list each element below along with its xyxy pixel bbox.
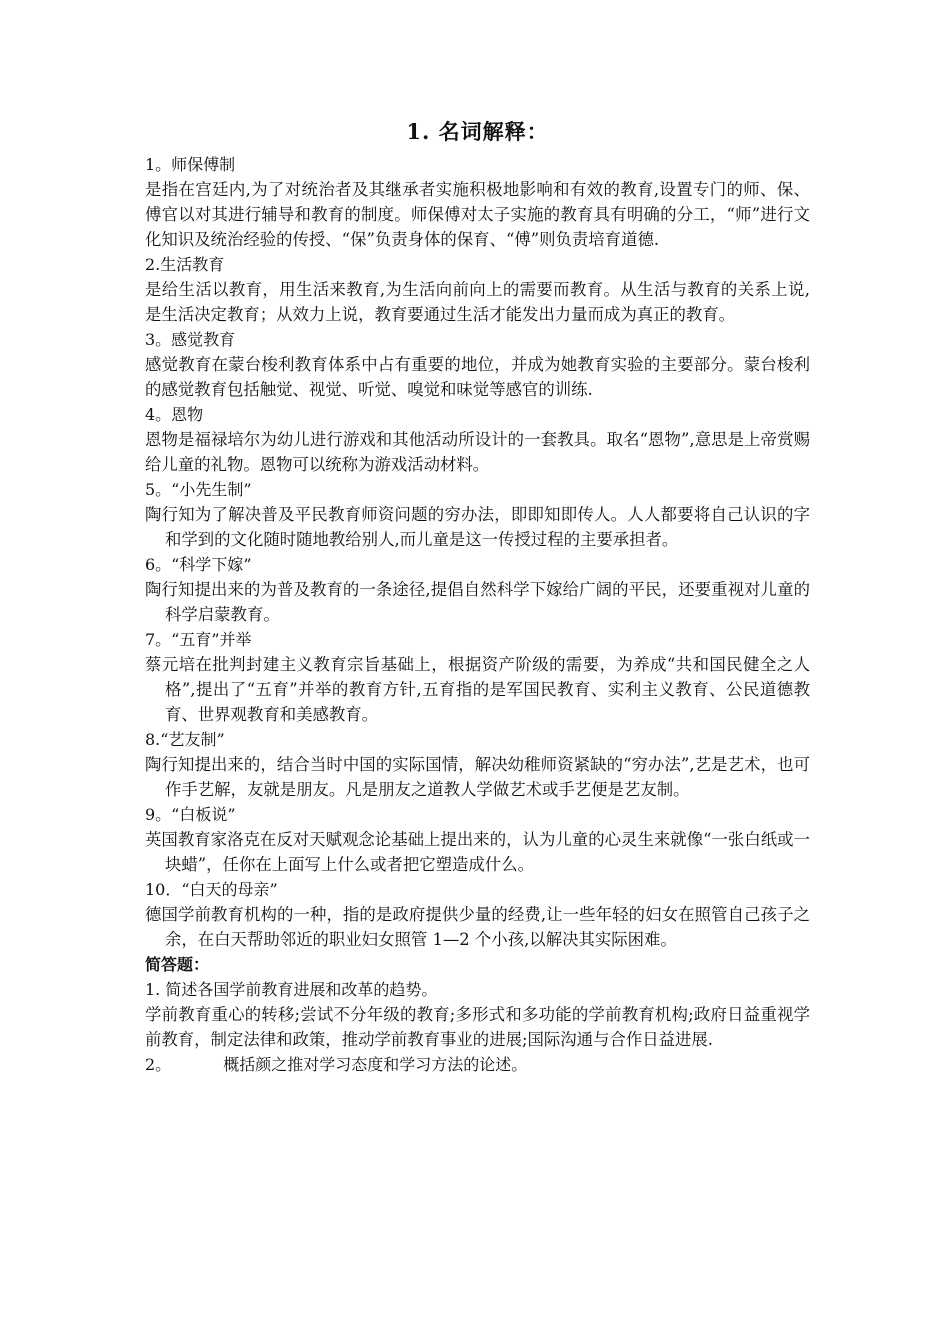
term-9: [145, 802, 810, 877]
page-title: 1. 名词解释：: [406, 119, 549, 144]
question-1-answer: 学前教育重心的转移;尝试不分年级的教育;多形式和多功能的学前教育机构;政府日益重视学前教育，制定法律和政策，推动学前教育事业的进展;国际沟通与合作日益进展.: [145, 1005, 810, 1049]
term-heading: 4。恩物: [145, 405, 204, 424]
term-4: [145, 402, 810, 477]
document-content: [145, 118, 810, 1077]
term-heading: 10．“白天的母亲”: [145, 880, 278, 899]
term-heading: 5。“小先生制”: [145, 480, 252, 499]
term-heading: 2.生活教育: [145, 255, 225, 274]
question-1-heading: 1. 简述各国学前教育进展和改革的趋势。: [145, 980, 438, 999]
term-heading: 9。“白板说”: [145, 805, 236, 824]
term-8: [145, 727, 810, 802]
term-10: [145, 877, 810, 952]
term-body: 蔡元培在批判封建主义教育宗旨基础上，根据资产阶级的需要，为养成“共和国民健全之人格”,提出了“五育”并举的教育方针,五育指的是军国民教育、实利主义教育、公民道德教育、世界观教育和美感教育。: [145, 655, 810, 724]
term-body: 陶行知为了解决普及平民教育师资问题的穷办法，即即知即传人。人人都要将自己认识的字和学到的文化随时随地教给别人,而儿童是这一传授过程的主要承担者。: [145, 505, 810, 549]
term-heading: 3。感觉教育: [145, 330, 236, 349]
term-6: [145, 552, 810, 627]
term-body: 是指在宫廷内,为了对统治者及其继承者实施积极地影响和有效的教育,设置专门的师、保、傅官以对其进行辅导和教育的制度。师保傅对太子实施的教育具有明确的分工，“师”进行文化知识及统治经验的传授、“保”负责身体的保育、“傅”则负责培育道德.: [145, 180, 810, 249]
term-body: 恩物是福禄培尔为幼儿进行游戏和其他活动所设计的一套教具。取名“恩物”,意思是上帝赏赐给儿童的礼物。恩物可以统称为游戏活动材料。: [145, 430, 810, 474]
question-2-text: 概括颜之推对学习态度和学习方法的论述。: [223, 1055, 528, 1074]
term-2: [145, 252, 810, 327]
term-5: [145, 477, 810, 552]
term-heading: 1。师保傅制: [145, 155, 236, 174]
term-3: [145, 327, 810, 402]
term-body: 德国学前教育机构的一种，指的是政府提供少量的经费,让一些年轻的妇女在照管自己孩子之余，在白天帮助邻近的职业妇女照管 1—2 个小孩,以解决其实际困难。: [145, 905, 810, 949]
term-heading: 7。“五育”并举: [145, 630, 252, 649]
section-title-short-answer: 简答题：: [145, 955, 210, 974]
term-1: [145, 152, 810, 252]
term-body: 陶行知提出来的，结合当时中国的实际国情，解决幼稚师资紧缺的“穷办法”,艺是艺术，也可作手艺解，友就是朋友。凡是朋友之道教人学做艺术或手艺便是艺友制。: [145, 755, 810, 799]
question-2-number: 2。: [145, 1055, 172, 1074]
term-body: 陶行知提出来的为普及教育的一条途径,提倡自然科学下嫁给广阔的平民，还要重视对儿童的科学启蒙教育。: [145, 580, 810, 624]
question-2-heading: [145, 1052, 810, 1077]
term-body: 英国教育家洛克在反对天赋观念论基础上提出来的，认为儿童的心灵生来就像“一张白纸或一块蜡”，任你在上面写上什么或者把它塑造成什么。: [145, 830, 810, 874]
term-body: 感觉教育在蒙台梭利教育体系中占有重要的地位，并成为她教育实验的主要部分。蒙台梭利的感觉教育包括触觉、视觉、听觉、嗅觉和味觉等感官的训练.: [145, 355, 810, 399]
term-heading: 8.“艺友制”: [145, 730, 225, 749]
term-heading: 6。“科学下嫁”: [145, 555, 252, 574]
term-body: 是给生活以教育，用生活来教育,为生活向前向上的需要而教育。从生活与教育的关系上说,是生活决定教育；从效力上说，教育要通过生活才能发出力量而成为真正的教育。: [145, 280, 810, 324]
term-7: [145, 627, 810, 727]
